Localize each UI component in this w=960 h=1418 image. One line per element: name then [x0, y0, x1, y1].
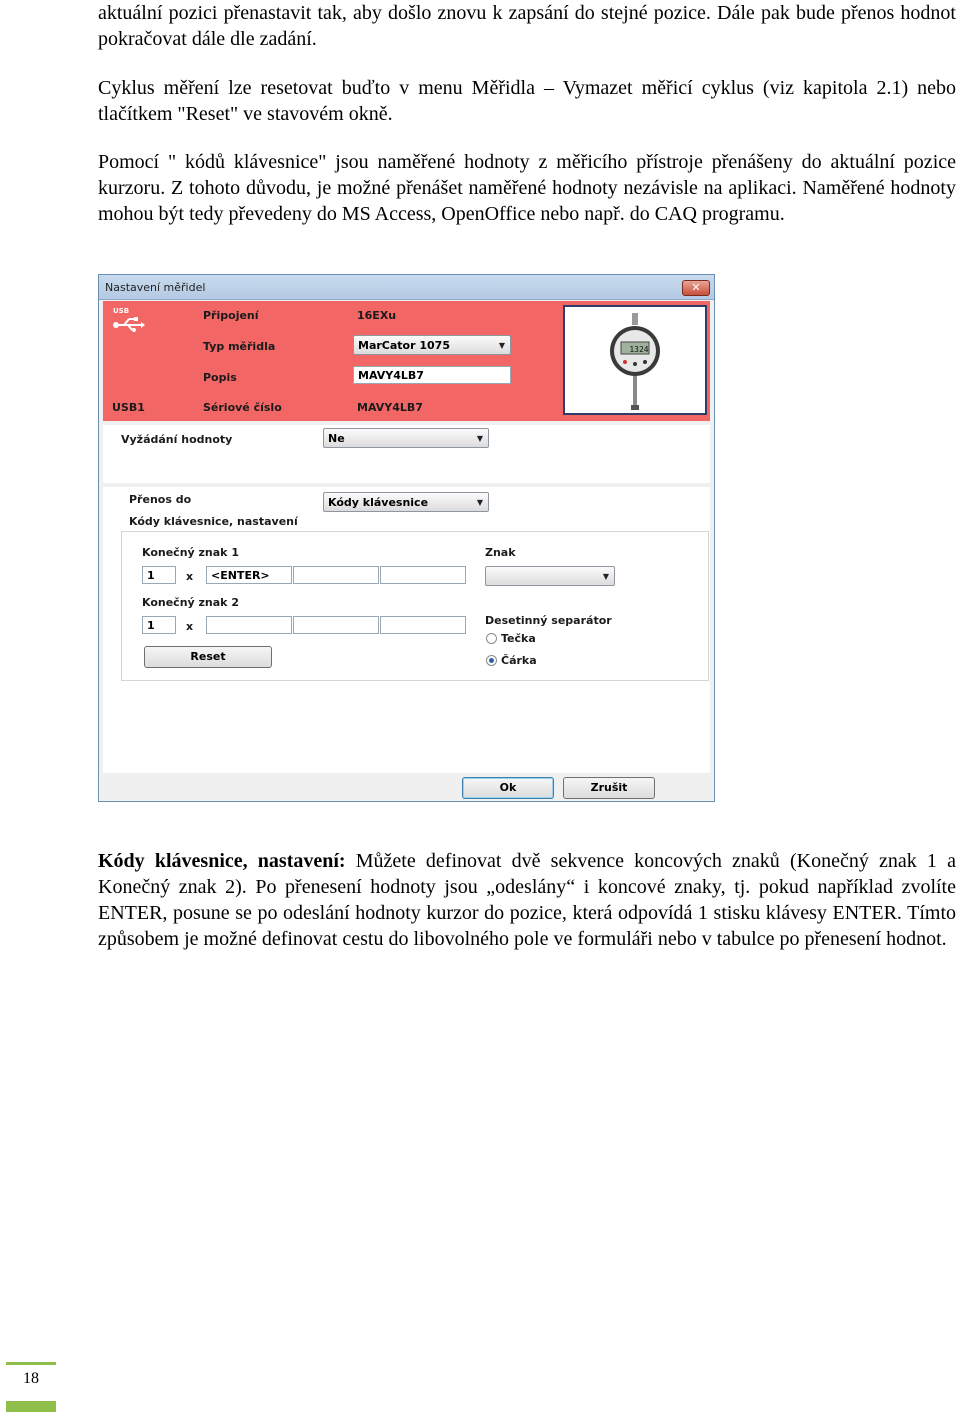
request-label: Vyžádání hodnoty [121, 433, 233, 446]
end-char-2-key-2[interactable] [293, 616, 379, 634]
end-char-1-key-3[interactable] [380, 566, 466, 584]
chevron-down-icon: ▼ [476, 434, 483, 443]
separator-dot-label: Tečka [501, 632, 536, 645]
end-char-2-count[interactable]: 1 [142, 616, 176, 634]
end-char-2-x: x [186, 620, 194, 633]
description-label: Popis [203, 371, 237, 384]
description-input[interactable]: MAVY4LB7 [353, 366, 511, 384]
paragraph-4 [98, 848, 956, 952]
request-select-value: Ne [328, 432, 345, 445]
end-char-1-count[interactable]: 1 [142, 566, 176, 584]
usb-icon [111, 307, 145, 335]
chevron-down-icon: ▼ [498, 341, 505, 350]
cancel-button[interactable]: Zrušit [563, 777, 655, 799]
serial-label: Sériové číslo [203, 401, 282, 414]
chevron-down-icon: ▼ [476, 498, 483, 507]
transfer-select[interactable] [323, 492, 489, 512]
transfer-panel [103, 487, 710, 773]
kb-settings-group [121, 531, 709, 681]
char-label: Znak [485, 546, 516, 559]
end-char-1-key-1[interactable]: <ENTER> [206, 566, 292, 584]
type-select-value: MarCator 1075 [358, 339, 450, 352]
paragraph-2: Cyklus měření lze resetovat buďto v menu Měřidla – Vymazet měřicí cyklus (viz kapitola 2.1) nebo tlačítkem "Reset" ve stavovém okně. [98, 77, 956, 125]
gauge-image [563, 305, 707, 415]
type-select[interactable] [353, 335, 511, 355]
connection-value: 16EXu [357, 309, 397, 322]
end-char-2-key-1[interactable] [206, 616, 292, 634]
separator-comma-radio[interactable] [486, 655, 497, 666]
ok-button[interactable]: Ok [462, 777, 554, 799]
connection-label: Připojení [203, 309, 259, 322]
close-button[interactable]: ✕ [682, 280, 710, 296]
end-char-2-key-3[interactable] [380, 616, 466, 634]
page-number: 18 [23, 1370, 39, 1387]
radio-selected-dot [489, 658, 494, 663]
transfer-select-value: Kódy klávesnice [328, 496, 429, 509]
separator-dot-radio[interactable] [486, 633, 497, 644]
char-select[interactable] [485, 566, 615, 586]
request-panel [103, 425, 710, 483]
usb-icon-label: USB [113, 307, 130, 315]
page-number-marker [6, 1362, 56, 1412]
reset-button[interactable]: Reset [144, 646, 272, 668]
type-label: Typ měřidla [203, 340, 276, 353]
kb-settings-label: Kódy klávesnice, nastavení [129, 515, 298, 528]
page-number-bottom-bar [6, 1401, 56, 1412]
separator-label: Desetinný separátor [485, 614, 612, 627]
paragraph-4-body: Můžete definovat dvě sekvence koncových znaků (Konečný znak 1 a Konečný znak 2). Po přenesení hodnoty jsou „odeslány“ i koncové znaky, tj. pokud například zvolíte ENTER, posune se po odeslání hodnoty kurzor do pozice, která odpovídá 1 stisku klávesy ENTER. Tímto způsobem je možné definovat cestu do libovolného pole ve formuláři nebo v tabulce po přenesení hodnot. [98, 850, 956, 950]
separator-comma-label: Čárka [501, 654, 537, 667]
usb-port-label: USB1 [112, 401, 145, 414]
settings-dialog [98, 274, 715, 802]
end-char-1-label: Konečný znak 1 [142, 546, 239, 559]
page-number-top-bar [6, 1362, 56, 1365]
chevron-down-icon: ▼ [602, 572, 609, 581]
paragraph-4-heading: Kódy klávesnice, nastavení: [98, 850, 346, 872]
gauge-display-value: 1324 [629, 345, 649, 354]
request-select[interactable] [323, 428, 489, 448]
end-char-2-label: Konečný znak 2 [142, 596, 239, 609]
end-char-1-key-2[interactable] [293, 566, 379, 584]
paragraph-1: aktuální pozici přenastavit tak, aby došlo znovu k zapsání do stejné pozice. Dále pak bude přenos hodnot pokračovat dále dle zadání. [98, 2, 956, 50]
end-char-1-x: x [186, 570, 194, 583]
transfer-label: Přenos do [129, 493, 192, 506]
dialog-title: Nastavení měřidel [105, 281, 206, 294]
serial-value: MAVY4LB7 [357, 401, 423, 414]
paragraph-3: Pomocí " kódů klávesnice" jsou naměřené hodnoty z měřicího přístroje přenášeny do aktuální pozice kurzoru. Z tohoto důvodu, je možné přenášet naměřené hodnoty nezávisle na aplikaci. Naměřené hodnoty mohou být tedy převedeny do MS Access, OpenOffice nebo např. do CAQ programu. [98, 151, 956, 225]
dialog-titlebar [99, 275, 714, 300]
